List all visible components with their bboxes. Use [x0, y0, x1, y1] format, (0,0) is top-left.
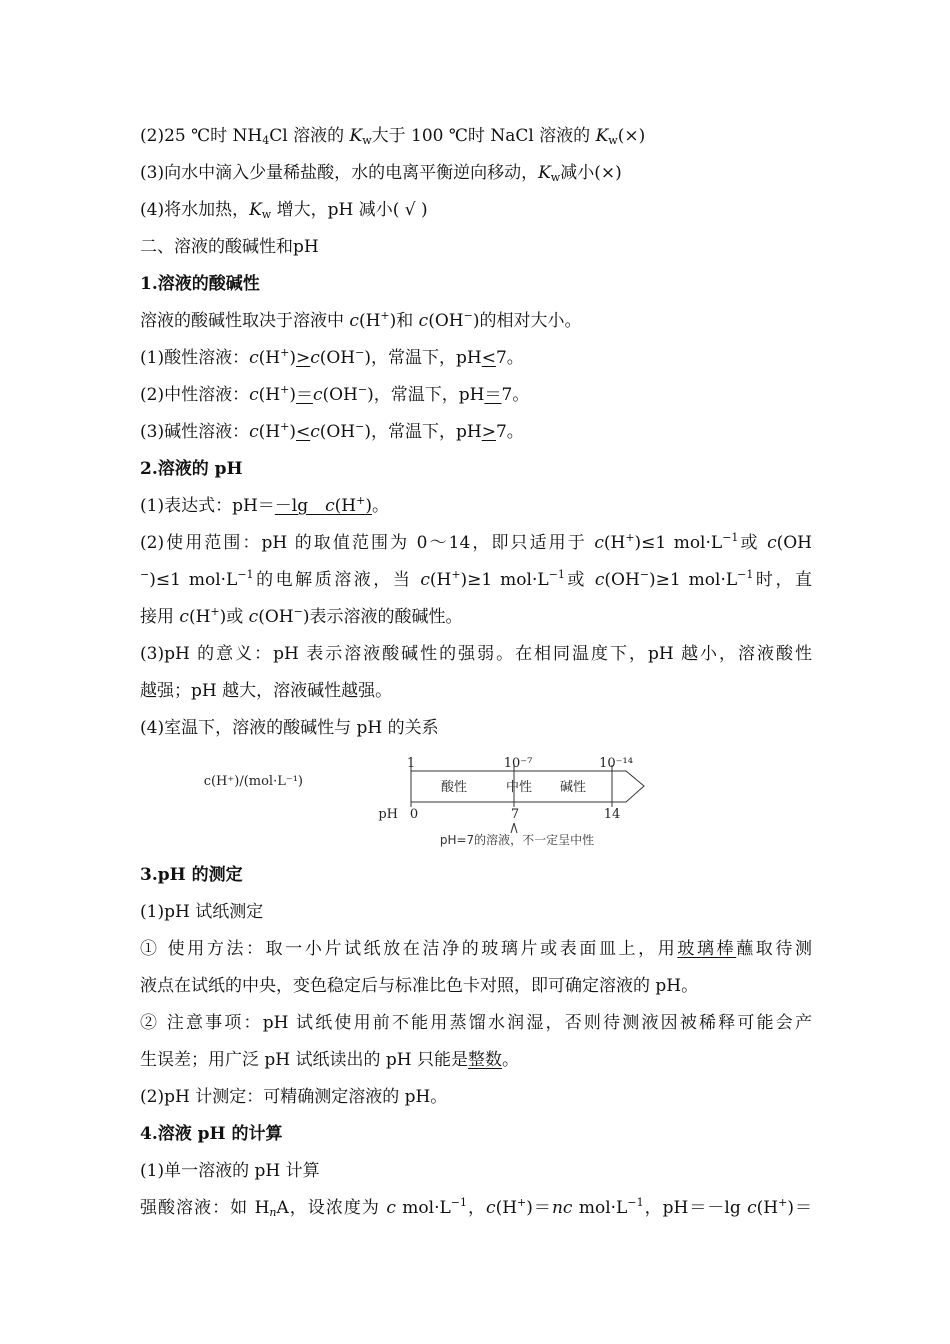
text-line: 生误差；用广泛 pH 试纸读出的 pH 只能是整数。	[140, 1050, 520, 1070]
region-label-neutral: 中性	[505, 780, 533, 795]
text-line: 接用 c(H+)或 c(OH−)表示溶液的酸碱性。	[140, 605, 463, 627]
region-label-basic: 碱性	[559, 780, 587, 795]
text-line: 液点在试纸的中央，变色稳定后与标准比色卡对照，即可确定溶液的 pH。	[140, 976, 699, 996]
bottom-tick-label: 0	[409, 807, 419, 822]
top-tick-label: 1	[406, 756, 416, 771]
text-line: (4)将水加热，$K_w$ 增大，pH 减小( √ )	[140, 200, 428, 221]
text-line: (1)表达式：pH＝－lg c(H+)。	[140, 494, 389, 516]
top-tick-label: 10⁻⁷	[503, 756, 533, 771]
text-line: 溶液的酸碱性取决于溶液中 c(H+)和 c(OH−)的相对大小。	[140, 309, 582, 331]
text-line: (1)酸性溶液：c(H+)>c(OH−)，常温下，pH<7。	[140, 346, 524, 368]
top-tick-label: 10⁻¹⁴	[599, 756, 633, 771]
region-label-acidic: 酸性	[440, 780, 468, 795]
handwritten-note: pH=7的溶液，不一定呈中性	[439, 833, 595, 847]
bottom-tick-label: 14	[603, 807, 621, 822]
ph-scale-diagram	[140, 751, 812, 851]
text-line: (3)pH 的意义：pH 表示溶液酸碱性的强弱。在相同温度下，pH 越小，溶液酸性	[140, 644, 812, 664]
text-line: 越强；pH 越大，溶液碱性越强。	[140, 681, 393, 701]
text-line: (2)pH 计测定：可精确测定溶液的 pH。	[140, 1087, 448, 1107]
text-line: (3)碱性溶液：c(H+)<c(OH−)，常温下，pH>7。	[140, 420, 524, 442]
text-line: (1)单一溶液的 pH 计算	[140, 1161, 320, 1181]
text-line: (3)向水中滴入少量稀盐酸，水的电离平衡逆向移动，$K_w$减小(×)	[140, 163, 622, 184]
document-page	[140, 118, 812, 1227]
text-line: −)≤1 $mol\cdot L^{-1}$的电解质溶液，当 c(H+)≥1 $mol\cdot L^{-1}$或 c(OH−)≥1 $mol\cdot L^{-1}$时，直	[140, 568, 812, 590]
subsection-heading: 1.溶液的酸碱性	[140, 274, 260, 294]
ph-axis-label: pH	[378, 807, 398, 822]
text-line: ② 注意事项：pH 试纸使用前不能用蒸馏水润湿，否则待测液因被稀释可能会产	[140, 1013, 812, 1033]
subsection-heading: 4.溶液 pH 的计算	[140, 1124, 283, 1144]
bottom-tick-label: 7	[510, 807, 520, 822]
text-line: (4)室温下，溶液的酸碱性与 pH 的关系	[140, 718, 439, 738]
c-axis-label: c(H⁺)/(mol·L⁻¹)	[203, 774, 303, 789]
text-line: (2)使用范围：pH 的取值范围为 0～14，即只适用于 c(H+)≤1 $mol\cdot L^{-1}$或 c(OH	[140, 531, 812, 553]
text-line: (2)25 ℃时 $NH_4Cl$ 溶液的 $K_w$大于 100 ℃时 NaCl 溶液的 $K_w(\times)$	[140, 126, 646, 147]
text-line: (1)pH 试纸测定	[140, 902, 264, 922]
pointer-arrow-icon	[511, 823, 517, 833]
section-heading: 二、溶液的酸碱性和pH	[140, 237, 319, 257]
subsection-heading: 2.溶液的 pH	[140, 459, 243, 479]
text-line: 强酸溶液：如 $H_nA$，设浓度为 c $mol\cdot L^{-1}$，c(H+)＝nc $mol\cdot L^{-1}$，pH＝－lg c(H+)＝	[140, 1196, 812, 1219]
text-line: ① 使用方法：取一小片试纸放在洁净的玻璃片或表面皿上，用玻璃棒蘸取待测	[140, 939, 812, 959]
text-line: (2)中性溶液：c(H+)＝c(OH−)，常温下，pH＝7。	[140, 383, 530, 405]
subsection-heading: 3.pH 的测定	[140, 865, 243, 885]
